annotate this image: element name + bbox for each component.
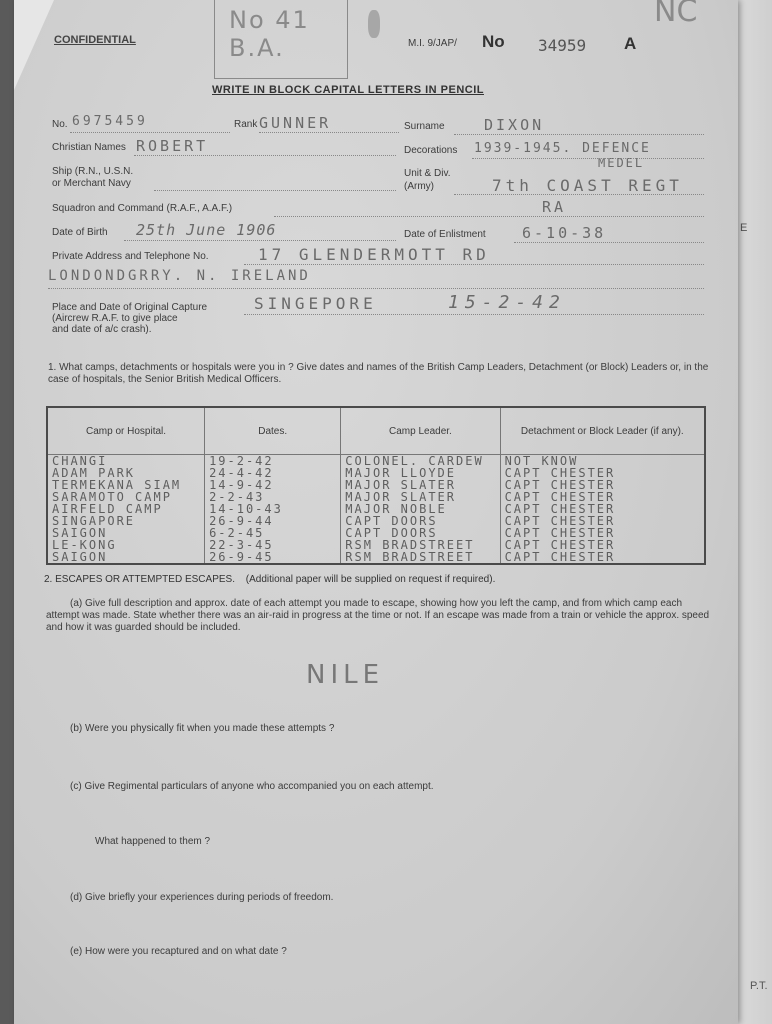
surname-label: Surname xyxy=(404,121,445,132)
leader-cell: MAJOR LLOYDE xyxy=(341,467,500,479)
unit-value-2: RA xyxy=(542,198,567,216)
stamp-line-1: No 41 xyxy=(229,6,310,34)
camp-cell: CHANGI xyxy=(47,455,205,468)
capture-label: Place and Date of Original Capture xyxy=(52,302,208,313)
camp-cell: SAIGON xyxy=(47,527,205,539)
form-title: WRITE IN BLOCK CAPITAL LETTERS IN PENCIL xyxy=(212,84,484,96)
detachment-cell: CAPT CHESTER xyxy=(500,503,705,515)
table-row xyxy=(47,467,705,479)
no-value: 6975459 xyxy=(72,114,148,129)
confidential-label: CONFIDENTIAL xyxy=(54,34,136,46)
camp-cell: SAIGON xyxy=(47,551,205,564)
detachment-cell: CAPT CHESTER xyxy=(500,467,705,479)
enlistment-value: 6-10-38 xyxy=(522,224,607,242)
decorations-value-2: MEDEL xyxy=(598,156,645,170)
q2a-answer: NILE xyxy=(306,660,385,690)
rank-value: GUNNER xyxy=(259,114,332,132)
no-label: No. xyxy=(52,119,68,130)
table-row xyxy=(47,455,705,468)
christian-names-label: Christian Names xyxy=(52,142,126,153)
address-value: 17 GLENDERMOTT RD xyxy=(258,245,490,264)
detachment-cell: CAPT CHESTER xyxy=(500,491,705,503)
camp-cell: LE-KONG xyxy=(47,539,205,551)
table-row xyxy=(47,491,705,503)
decorations-label: Decorations xyxy=(404,145,458,156)
capture-label-2: (Aircrew R.A.F. to give place xyxy=(52,313,178,324)
q2c-text: (c) Give Regimental particulars of anyone who accompanied you on each attempt. xyxy=(70,781,434,792)
q1-text: 1. What camps, detachments or hospitals were you in ? Give dates and names of the British Camp Leaders, Detachment (or Block) Leaders or, in the case of hospitals, the Senior British Medical Officers. xyxy=(48,362,709,385)
ref-suffix: A xyxy=(624,34,637,53)
detachment-cell: CAPT CHESTER xyxy=(500,551,705,564)
q2-heading: 2. ESCAPES OR ATTEMPTED ESCAPES. xyxy=(44,574,235,585)
dates-cell: 22-3-45 xyxy=(205,539,341,551)
decorations-value: 1939-1945. DEFENCE xyxy=(474,141,651,156)
unit-label: Unit & Div. xyxy=(404,168,451,179)
unit-value: 7th COAST REGT xyxy=(492,176,683,195)
table-row xyxy=(47,539,705,551)
corner-handwritten-mark: NC xyxy=(654,0,698,29)
unit-label-2: (Army) xyxy=(404,181,434,192)
ref-number: 34959 xyxy=(538,36,587,55)
ship-label-2: or Merchant Navy xyxy=(52,178,131,189)
table-row xyxy=(47,503,705,515)
dob-label: Date of Birth xyxy=(52,227,108,238)
pto-mark: P.T. xyxy=(750,980,768,992)
col-leader-header: Camp Leader. xyxy=(341,407,500,455)
rank-label: Rank xyxy=(234,119,258,130)
col-detachment-header: Detachment or Block Leader (if any). xyxy=(500,407,705,455)
address-value-2: LONDONDGRRY. N. IRELAND xyxy=(48,268,311,284)
dates-cell: 26-9-45 xyxy=(205,551,341,564)
table-row xyxy=(47,527,705,539)
table-row xyxy=(47,479,705,491)
torn-corner xyxy=(14,0,54,90)
camp-cell: ADAM PARK xyxy=(47,467,205,479)
edge-mark: E xyxy=(740,222,748,234)
stamp-line-2: B.A. xyxy=(229,34,285,62)
dates-cell: 6-2-45 xyxy=(205,527,341,539)
q2a-text: (a) Give full description and approx. date of each attempt you made to escape, showing how you left the camp, and from which camp each attempt was made. State whether there was an air-raid in progress at the time or not. If an escape was made from a train or vehicle the approx. speed and how it was guarded should be included. xyxy=(46,598,710,633)
col-camp-header: Camp or Hospital. xyxy=(47,407,205,455)
stamp-box xyxy=(214,0,348,79)
christian-names-value: ROBERT xyxy=(136,137,209,155)
dates-cell: 2-2-43 xyxy=(205,491,341,503)
dates-cell: 14-10-43 xyxy=(205,503,341,515)
leader-cell: COLONEL. CARDEW xyxy=(341,455,500,468)
camps-table xyxy=(46,406,706,565)
table-row xyxy=(47,515,705,527)
q2c2-text: What happened to them ? xyxy=(95,836,211,847)
camps-table-header xyxy=(47,407,705,455)
leader-cell: MAJOR SLATER xyxy=(341,491,500,503)
camp-cell: SARAMOTO CAMP xyxy=(47,491,205,503)
surname-value: DIXON xyxy=(484,116,545,134)
capture-place: SINGEPORE xyxy=(254,294,377,313)
leader-cell: RSM BRADSTREET xyxy=(341,551,500,564)
dates-cell: 24-4-42 xyxy=(205,467,341,479)
dates-cell: 14-9-42 xyxy=(205,479,341,491)
detachment-cell: NOT KNOW xyxy=(500,455,705,468)
form-sheet xyxy=(14,0,738,1024)
camp-cell: AIRFELD CAMP xyxy=(47,503,205,515)
col-dates-header: Dates. xyxy=(205,407,341,455)
ref-prefix: M.I. 9/JAP/ xyxy=(408,38,457,49)
q2-heading-line xyxy=(44,574,495,585)
capture-date: 15-2-42 xyxy=(448,292,566,313)
leader-cell: MAJOR SLATER xyxy=(341,479,500,491)
leader-cell: RSM BRADSTREET xyxy=(341,539,500,551)
camp-cell: TERMEKANA SIAM xyxy=(47,479,205,491)
squadron-label: Squadron and Command (R.A.F., A.A.F.) xyxy=(52,203,233,214)
leader-cell: CAPT DOORS xyxy=(341,527,500,539)
ref-no-label: No xyxy=(482,32,505,51)
q2b-text: (b) Were you physically fit when you made these attempts ? xyxy=(70,723,335,734)
table-row xyxy=(47,551,705,564)
leader-cell: CAPT DOORS xyxy=(341,515,500,527)
dob-value: 25th June 1906 xyxy=(136,221,277,239)
leader-cell: MAJOR NOBLE xyxy=(341,503,500,515)
dates-cell: 26-9-44 xyxy=(205,515,341,527)
detachment-cell: CAPT CHESTER xyxy=(500,515,705,527)
q2e-text: (e) How were you recaptured and on what date ? xyxy=(70,946,287,957)
capture-label-3: and date of a/c crash). xyxy=(52,324,152,335)
paper-clip-mark xyxy=(368,10,380,38)
detachment-cell: CAPT CHESTER xyxy=(500,527,705,539)
ship-label: Ship (R.N., U.S.N. xyxy=(52,166,134,177)
q2-heading-note: (Additional paper will be supplied on request if required). xyxy=(245,574,496,585)
address-label: Private Address and Telephone No. xyxy=(52,251,209,262)
detachment-cell: CAPT CHESTER xyxy=(500,479,705,491)
q2d-text: (d) Give briefly your experiences during periods of freedom. xyxy=(70,892,334,903)
enlistment-label: Date of Enlistment xyxy=(404,229,486,240)
dates-cell: 19-2-42 xyxy=(205,455,341,468)
camp-cell: SINGAPORE xyxy=(47,515,205,527)
detachment-cell: CAPT CHESTER xyxy=(500,539,705,551)
